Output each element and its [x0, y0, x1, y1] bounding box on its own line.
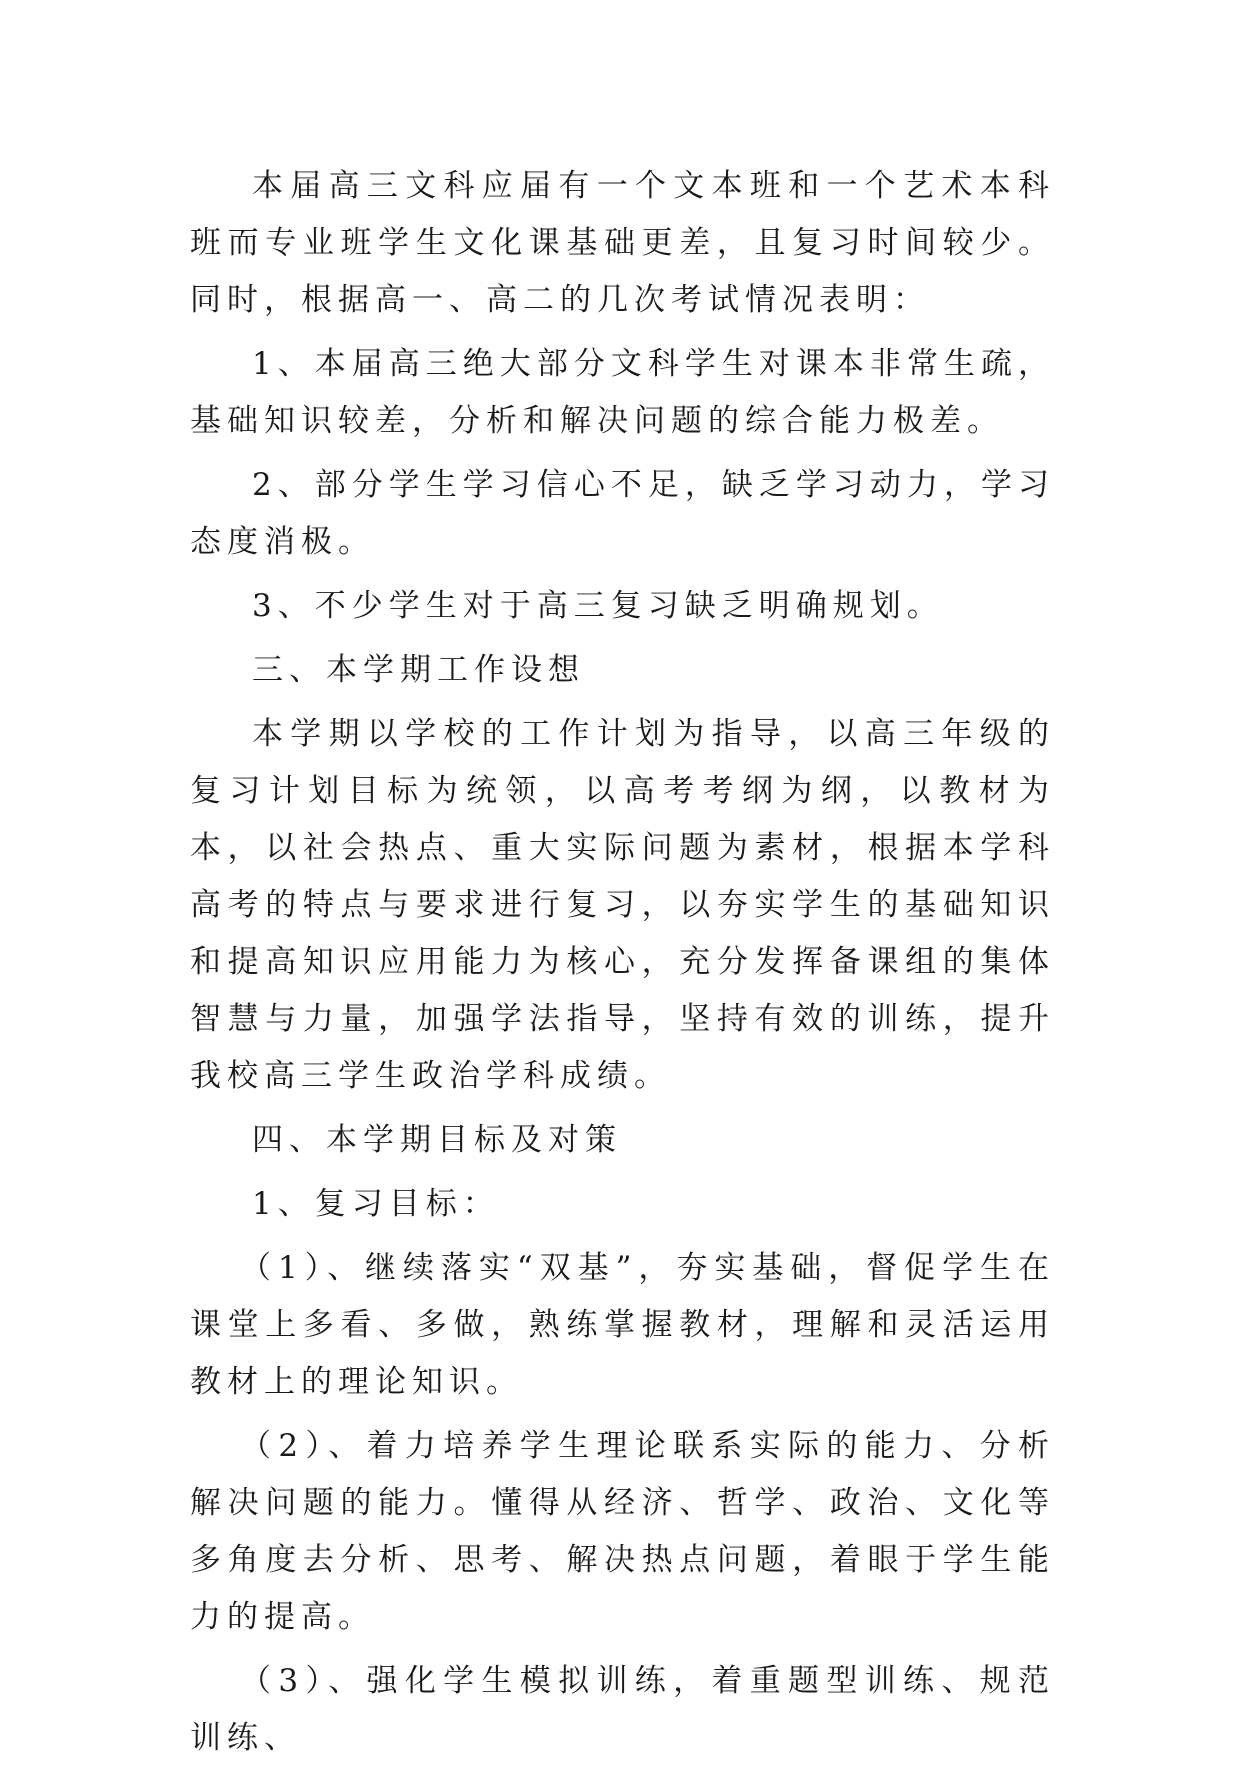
paragraph-situation-intro: 本届高三文科应届有一个文本班和一个艺术本科班而专业班学生文化课基础更差，且复习时间较少。同时，根据高一、高二的几次考试情况表明： — [190, 168, 1055, 318]
paragraph-goal-3: （3）、强化学生模拟训练，着重题型训练、规范训练、 — [190, 1663, 1055, 1756]
section-heading-3: 三、本学期工作设想 — [252, 652, 585, 688]
paragraph-work-plan: 本学期以学校的工作计划为指导，以高三年级的复习计划目标为统领，以高考考纲为纲，以教材为本，以社会热点、重大实际问题为素材，根据本学科高考的特点与要求进行复习，以夯实学生的基础知识和提高知识应用能力为核心，充分发挥备课组的集体智慧与力量，加强学法指导，坚持有效的训练，提升我校高三学生政治学科成绩。 — [190, 716, 1055, 1094]
paragraph-goal-2: （2）、着力培养学生理论联系实际的能力、分析解决问题的能力。懂得从经济、哲学、政治、文化等多角度去分析、思考、解决热点问题，着眼于学生能力的提高。 — [190, 1428, 1055, 1635]
section-heading-4: 四、本学期目标及对策 — [252, 1122, 622, 1158]
paragraph-point-1: 1、本届高三绝大部分文科学生对课本非常生疏，基础知识较差，分析和解决问题的综合能力极差。 — [190, 346, 1055, 439]
paragraph-goal-1: （1）、继续落实“双基”，夯实基础，督促学生在课堂上多看、多做，熟练掌握教材，理解和灵活运用教材上的理论知识。 — [190, 1250, 1055, 1400]
document-body — [190, 158, 1055, 1767]
paragraph-point-3: 3、不少学生对于高三复习缺乏明确规划。 — [252, 588, 944, 624]
paragraph-point-2: 2、部分学生学习信心不足，缺乏学习动力，学习态度消极。 — [190, 467, 1055, 560]
subheading-review-goals: 1、复习目标： — [252, 1186, 500, 1222]
